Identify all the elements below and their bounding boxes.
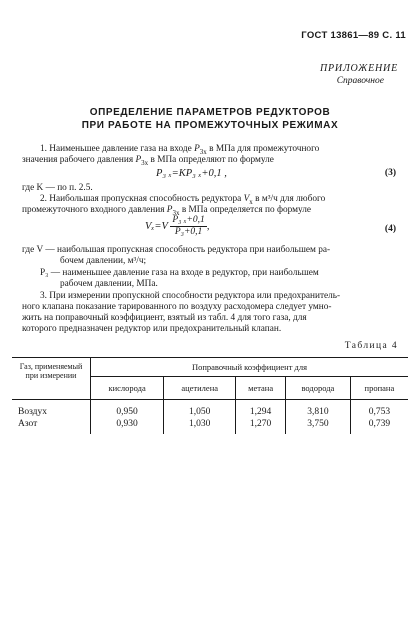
table-cell: 0,930 — [91, 418, 164, 430]
formula-4-lhs: Vₓ=V — [145, 220, 168, 232]
table-header-gas-line-2: при измерении — [25, 371, 77, 380]
section-title-line-2: ПРИ РАБОТЕ НА ПРОМЕЖУТОЧНЫХ РЕЖИМАХ — [81, 120, 339, 131]
paragraph-3-line-2: ного клапана показание тарированного по воздуху расходомера следует умно- — [22, 302, 332, 312]
table-cell: 3,750 — [286, 418, 351, 430]
formula-4-numerator: P₃ ₓ+0,1 — [172, 215, 205, 225]
table-cell: 0,753 — [350, 400, 408, 419]
table-header-gas-line-1: Газ, применяемый — [19, 362, 83, 371]
paragraph-2-line-2: промежуточного входного давления $P_{3х}$ в МПа определяется по формуле — [22, 205, 312, 217]
table-col-header: водорода — [286, 377, 351, 400]
formula-4-fraction — [170, 215, 206, 238]
paragraph-2-where-2: бочем давлении, м³/ч; — [60, 256, 147, 266]
table-cell: 1,050 — [164, 400, 236, 419]
table-col-header: ацетилена — [164, 377, 236, 400]
table-cell: 0,950 — [91, 400, 164, 419]
paragraph-2-where-1: где V — наибольшая пропускная способность редуктора при наибольшем ра- — [22, 245, 331, 255]
correction-table — [12, 357, 408, 434]
paragraph-3-line-3: жить на поправочный коэффициент, взятый из табл. 4 для того газа, для — [22, 313, 307, 323]
formula-4-tail: , — [206, 220, 210, 232]
table-cell: 1,294 — [236, 400, 286, 419]
table-col-header: пропана — [350, 377, 408, 400]
table-cell: 0,739 — [350, 418, 408, 430]
paragraph-1-line-1: 1. Наименьшее давление газа на входе $P_{3х}$ в МПа для промежуточного — [40, 144, 320, 156]
formula-3: P₃ ₓ=KP₃ ₓ+0,1 , — [156, 168, 227, 179]
paragraph-2-where-4: рабочем давлении, МПа. — [60, 279, 158, 289]
appendix-type: Справочное — [336, 76, 384, 86]
table-cell: 1,030 — [164, 418, 236, 430]
table-col-header: кислорода — [91, 377, 164, 400]
table-row — [12, 418, 408, 430]
table-cell: 3,810 — [286, 400, 351, 419]
section-title-line-1: ОПРЕДЕЛЕНИЕ ПАРАМЕТРОВ РЕДУКТОРОВ — [89, 107, 331, 118]
table-caption: Таблица 4 — [344, 341, 398, 351]
paragraph-2-where-3: P₃ — наименьшее давление газа на входе в редуктор, при наибольшем — [40, 268, 319, 278]
table-cell: 1,270 — [236, 418, 286, 430]
equation-number-3: (3) — [384, 168, 396, 178]
table-group-header: Поправочный коэффициент для — [91, 358, 409, 377]
document-header-code: ГОСТ 13861—89 С. 11 — [301, 30, 406, 41]
table-header-gas — [12, 358, 91, 400]
table-cell-gas: Азот — [18, 419, 38, 429]
formula-4 — [145, 215, 209, 238]
formula-4-denominator: P₃+0,1 — [174, 227, 203, 237]
paragraph-1-line-2: значения рабочего давления $P_{3х}$ в МПа определяют по формуле — [22, 155, 274, 167]
table-col-header: метана — [236, 377, 286, 400]
appendix-label: ПРИЛОЖЕНИЕ — [320, 63, 398, 74]
paragraph-3-line-4: которого предназначен редуктор или предохранительный клапан. — [22, 324, 282, 334]
equation-number-4: (4) — [384, 224, 396, 234]
paragraph-3-line-1: 3. При измерении пропускной способности редуктора или предохранитель- — [40, 291, 341, 301]
table-row — [12, 400, 408, 419]
paragraph-2-line-1: 2. Наибольшая пропускная способность редуктора $V_х$ в м³/ч для любого — [40, 194, 326, 206]
paragraph-1-where: где K — по п. 2.5. — [22, 183, 93, 193]
table-cell-gas: Воздух — [18, 407, 48, 417]
